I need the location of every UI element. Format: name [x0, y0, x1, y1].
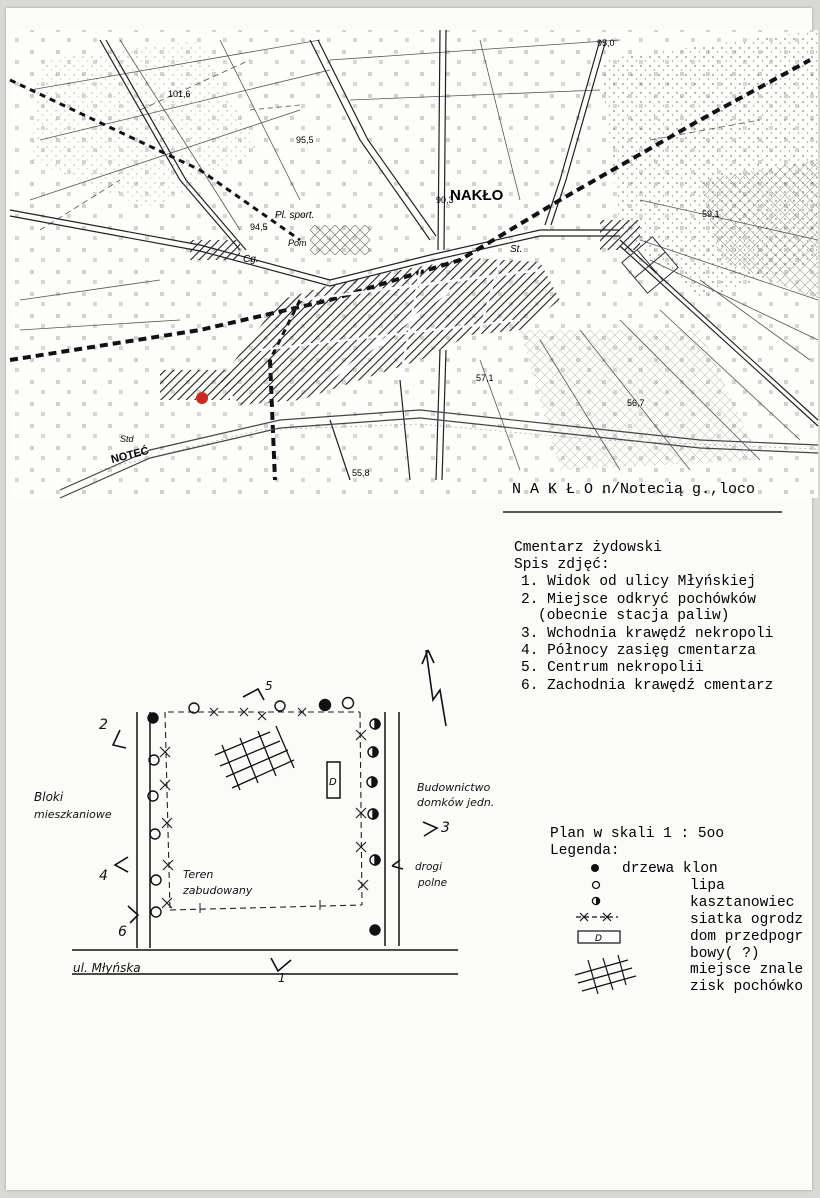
legend-chestnut: kasztanowiec — [690, 895, 795, 911]
elevation-label: 59,1 — [702, 209, 720, 219]
legend-linden: lipa — [690, 878, 725, 894]
elevation-label: 55,8 — [352, 468, 370, 478]
legend-title: Legenda: — [550, 843, 620, 859]
std-label: Std — [120, 434, 134, 444]
legend — [550, 826, 803, 995]
scale-label: Plan w skali 1 : 5oo — [550, 826, 725, 842]
elevation-label: 57,1 — [476, 373, 494, 383]
view-number: 3 — [441, 820, 450, 836]
photo-list-item: 3. Wchodnia krawędź nekropoli — [521, 626, 774, 642]
cemetery-site-plan — [34, 679, 494, 985]
view-arrow-icon — [115, 857, 128, 872]
photo-list-item: 2. Miejsce odkryć pochówków — [521, 592, 756, 608]
view-number: 1 — [278, 971, 286, 985]
tree-markers — [148, 698, 380, 936]
built-area-label: zabudowany — [183, 884, 253, 897]
elevation-label: 90,3 — [436, 195, 454, 205]
elevation-label: 94,5 — [250, 222, 268, 232]
north-arrow-icon — [422, 650, 446, 726]
legend-burial: miejsce znale — [690, 962, 804, 978]
linden-tree-icon — [343, 698, 354, 709]
photo-view-arrows — [113, 689, 437, 971]
elevation-label: 56,7 — [627, 398, 645, 408]
built-area-label: Teren — [183, 868, 214, 881]
legend-fence: siatka ogrodz — [690, 912, 804, 928]
cemetery-location-marker — [196, 392, 208, 404]
elevation-label: 101,6 — [168, 89, 191, 99]
plan-labels — [34, 679, 494, 985]
linden-tree-icon — [593, 882, 600, 889]
photo-list — [514, 540, 773, 694]
linden-tree-icon — [150, 829, 160, 839]
photo-list-title: Spis zdjęć: — [514, 557, 610, 573]
chestnut-tree-icon — [367, 777, 377, 787]
view-arrow-icon — [271, 958, 291, 971]
view-arrow-icon — [423, 822, 437, 836]
photo-list-item: 5. Centrum nekropolii — [521, 660, 704, 676]
sports-field-label: Pl. sport. — [275, 210, 315, 221]
photo-list-item: 4. Północy zasięg cmentarza — [521, 643, 756, 659]
burial-site-hatching — [215, 726, 294, 790]
elevation-label: 95,5 — [296, 135, 314, 145]
field-road-label: polne — [418, 877, 448, 889]
view-arrow-icon — [113, 730, 126, 748]
legend-house: bowy( ?) — [690, 946, 760, 962]
linden-tree-icon — [275, 701, 285, 711]
maple-tree-icon — [370, 925, 380, 935]
legend-house: dom przedpogr — [690, 929, 804, 945]
road-label-pom: Pom — [288, 238, 307, 248]
field-road-label: drogi — [415, 861, 442, 873]
legend-burial: zisk pochówko — [690, 979, 804, 995]
field-road-arrow-icon — [392, 860, 403, 869]
town-label: NAKŁO — [450, 187, 504, 204]
linden-tree-icon — [151, 875, 161, 885]
map-caption: N A K Ł O n/Notecią g.,loco — [512, 481, 756, 498]
chestnut-tree-icon — [148, 713, 158, 723]
burial-site-icon — [575, 955, 636, 994]
photo-list-item: 6. Zachodnia krawędź cmentarz — [521, 678, 774, 694]
river-label: NOTEĆ — [109, 444, 151, 466]
station-label: St. — [510, 244, 523, 255]
view-arrow-icon — [243, 689, 264, 700]
houses-label: Budownictwo — [417, 781, 491, 794]
cemetery-title: Cmentarz żydowski — [514, 540, 662, 556]
elevation-label: 95,0 — [597, 38, 615, 48]
legend-maple: drzewa klon — [622, 861, 718, 877]
photo-list-item: (obecnie stacja paliw) — [538, 608, 730, 624]
blocks-label: Bloki — [34, 790, 64, 804]
topographic-map — [10, 30, 818, 498]
view-number: 2 — [99, 717, 108, 733]
chestnut-tree-icon — [370, 719, 380, 729]
house-marker-label: D — [329, 777, 337, 788]
house-icon-label: D — [595, 934, 602, 944]
view-number: 5 — [265, 679, 273, 693]
chestnut-tree-icon — [368, 747, 378, 757]
linden-tree-icon — [151, 907, 161, 917]
road-label-cg: Cg. — [243, 254, 259, 265]
photo-list-item: 1. Widok od ulicy Młyńskiej — [521, 574, 756, 590]
maple-tree-icon — [591, 864, 599, 872]
chestnut-tree-icon — [592, 897, 599, 904]
street-label: ul. Młyńska — [73, 961, 141, 975]
fence-icon — [576, 913, 618, 921]
houses-label: domków jedn. — [417, 796, 495, 809]
view-number: 6 — [118, 924, 127, 940]
chestnut-tree-icon — [368, 809, 378, 819]
blocks-label: mieszkaniowe — [34, 808, 112, 821]
maple-tree-icon — [320, 700, 331, 711]
chestnut-tree-icon — [370, 855, 380, 865]
view-number: 4 — [99, 868, 108, 884]
